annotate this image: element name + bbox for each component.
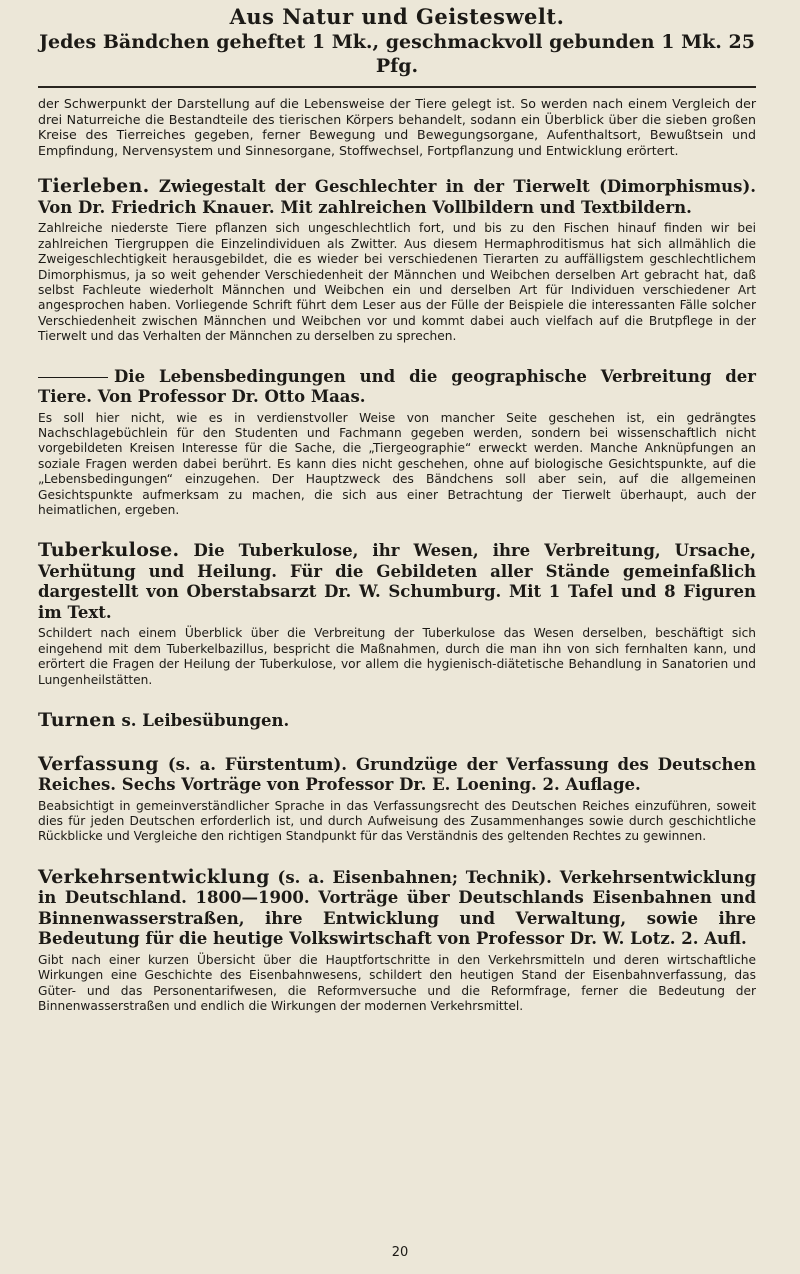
entry-title: (s. a. Eisenbahnen; Technik). Verkehrsentwicklung in Deutschland. 1800—1900. Vorträge über Deutschlands Eisenbahnen und Binnenwasserstraßen, ihre Entwicklung und Verwaltung, sowie ihre Bedeutung für die heutige Volkswirtschaft von Professor Dr. W. Lotz. 2. Aufl.	[38, 867, 756, 949]
entry-turnen	[38, 710, 756, 732]
entry-title: Die Tuberkulose, ihr Wesen, ihre Verbreitung, Ursache, Verhütung und Heilung. Für die Gebildeten aller Stände gemeinfaßlich dargestellt von Oberstabsarzt Dr. W. Schumburg. Mit 1 Tafel und 8 Figuren im Text.	[38, 541, 756, 622]
header-rule	[38, 86, 756, 88]
entry-title: Zwiegestalt der Geschlechter in der Tierwelt (Dimorphismus). Von Dr. Friedrich Knauer. Mit zahlreichen Vollbildern und Textbildern.	[38, 177, 756, 217]
price-subtitle: Jedes Bändchen geheftet 1 Mk., geschmackvoll gebunden 1 Mk. 25 Pfg.	[39, 31, 755, 77]
entry-keyword: Verkehrsentwicklung	[38, 865, 270, 888]
ditto-dash	[38, 377, 108, 378]
entry-title: s. Leibesübungen.	[121, 711, 290, 731]
entry-lebensbedingungen	[38, 367, 756, 519]
entry-description: Es soll hier nicht, wie es in verdienstvoller Weise von mancher Seite geschehen ist, ein gedrängtes Nachschlagebüchlein für den Studenten und Fachmann gegeben werden, sondern bei wissenschaftlich nicht vorgebildeten Kreisen Interesse für die Sache, die „Tiergeographie“ erweckt werden. Manche Anknüpfungen an soziale Fragen werden dabei berührt. Es kann dies nicht geschehen, ohne auf biologische Gesichtspunkte, auf die „Lebensbedingungen“ einzugehen. Der Hauptzweck des Bändchens soll aber sein, auf die allgemeinen Gesichtspunkte aufmerksam zu machen, die sich aus einer Betrachtung der Tierwelt überhaupt, auch der heimatlichen, ergeben.	[38, 410, 756, 518]
entry-keyword: Turnen	[38, 709, 116, 732]
entry-verkehrsentwicklung	[38, 867, 756, 1015]
entry-keyword: Verfassung	[38, 752, 159, 775]
entry-heading	[38, 176, 756, 218]
page-header	[38, 4, 756, 78]
entry-tierleben	[38, 176, 756, 344]
entry-description: Zahlreiche niederste Tiere pflanzen sich ungeschlechtlich fort, und bis zu den Fischen hinauf finden wir bei zahlreichen Tiergruppen die Einzelindividuen als Zwitter. Aus diesem Hermaphroditismus hat sich allmählich die Zweigeschlechtigkeit herausgebildet, die es wieder bei verschiedenen Tierarten zu auffälligstem geschlechtlichem Dimorphismus, ja so weit gehender Verschiedenheit der Männchen und Weibchen derselben Art gebracht hat, daß selbst Fachleute wiederholt Männchen und Weibchen ein und derselben Art für Individuen verschiedener Art angesprochen haben. Vorliegende Schrift führt dem Leser aus der Fülle der Beispiele die interessanten Fälle solcher Verschiedenheit zwischen Männchen und Weibchen vor und kommt dabei auch vielfach auf die Brutpflege in der Tierwelt und das Verhalten der Männchen zu derselben zu sprechen.	[38, 221, 756, 344]
entry-keyword: Tierleben.	[38, 175, 150, 198]
entry-heading	[38, 867, 756, 950]
entry-keyword: Tuberkulose.	[38, 539, 180, 562]
entry-heading	[38, 367, 756, 408]
entry-tuberkulose	[38, 540, 756, 688]
page-number: 20	[391, 1245, 409, 1260]
entry-title: (s. a. Fürstentum). Grundzüge der Verfassung des Deutschen Reiches. Sechs Vorträge von Professor Dr. E. Loening. 2. Auflage.	[38, 754, 757, 795]
entry-heading	[38, 754, 756, 796]
entry-verfassung	[38, 754, 756, 845]
entry-description: Beabsichtigt in gemeinverständlicher Sprache in das Verfassungsrecht des Deutschen Reiches einzuführen, soweit dies für jeden Deutschen erforderlich ist, und durch Aufweisung des Zusammenhanges sowie durch geschichtliche Rückblicke und Vergleiche den richtigen Standpunkt für das Verständnis des geltenden Rechtes zu gewinnen.	[38, 798, 756, 844]
entry-heading	[38, 710, 756, 732]
series-title: Aus Natur und Geisteswelt.	[229, 4, 565, 29]
entry-title: Die Lebensbedingungen und die geographische Verbreitung der Tiere. Von Professor Dr. Otto Maas.	[38, 366, 756, 407]
entry-heading	[38, 540, 756, 623]
intro-paragraph: der Schwerpunkt der Darstellung auf die Lebensweise der Tiere gelegt ist. So werden nach einem Vergleich der drei Naturreiche die Bestandteile des tierischen Körpers behandelt, sodann ein Überblick über die sieben großen Kreise des Tierreiches gegeben, ferner Bewegung und Bewegungsorgane, Aufenthaltsort, Bewußtsein und Empfindung, Nervensystem und Sinnesorgane, Stoffwechsel, Fortpflanzung und Entwicklung erörtert.	[38, 96, 756, 158]
entry-description: Gibt nach einer kurzen Übersicht über die Hauptfortschritte in den Verkehrsmitteln und deren wirtschaftliche Wirkungen eine Geschichte des Eisenbahnwesens, schildert den heutigen Stand der Eisenbahnverfassung, das Güter- und das Personentarifwesen, die Reformversuche und die Reformfrage, ferner die Bedeutung der Binnenwasserstraßen und endlich die Wirkungen der modernen Verkehrsmittel.	[38, 952, 756, 1014]
entry-description: Schildert nach einem Überblick über die Verbreitung der Tuberkulose das Wesen derselben, beschäftigt sich eingehend mit dem Tuberkelbazillus, bespricht die Maßnahmen, durch die man ihn von sich fernhalten kann, und erörtert die Fragen der Heilung der Tuberkulose, vor allem die hygienisch-diätetische Behandlung in Sanatorien und Lungenheilstätten.	[38, 626, 756, 687]
